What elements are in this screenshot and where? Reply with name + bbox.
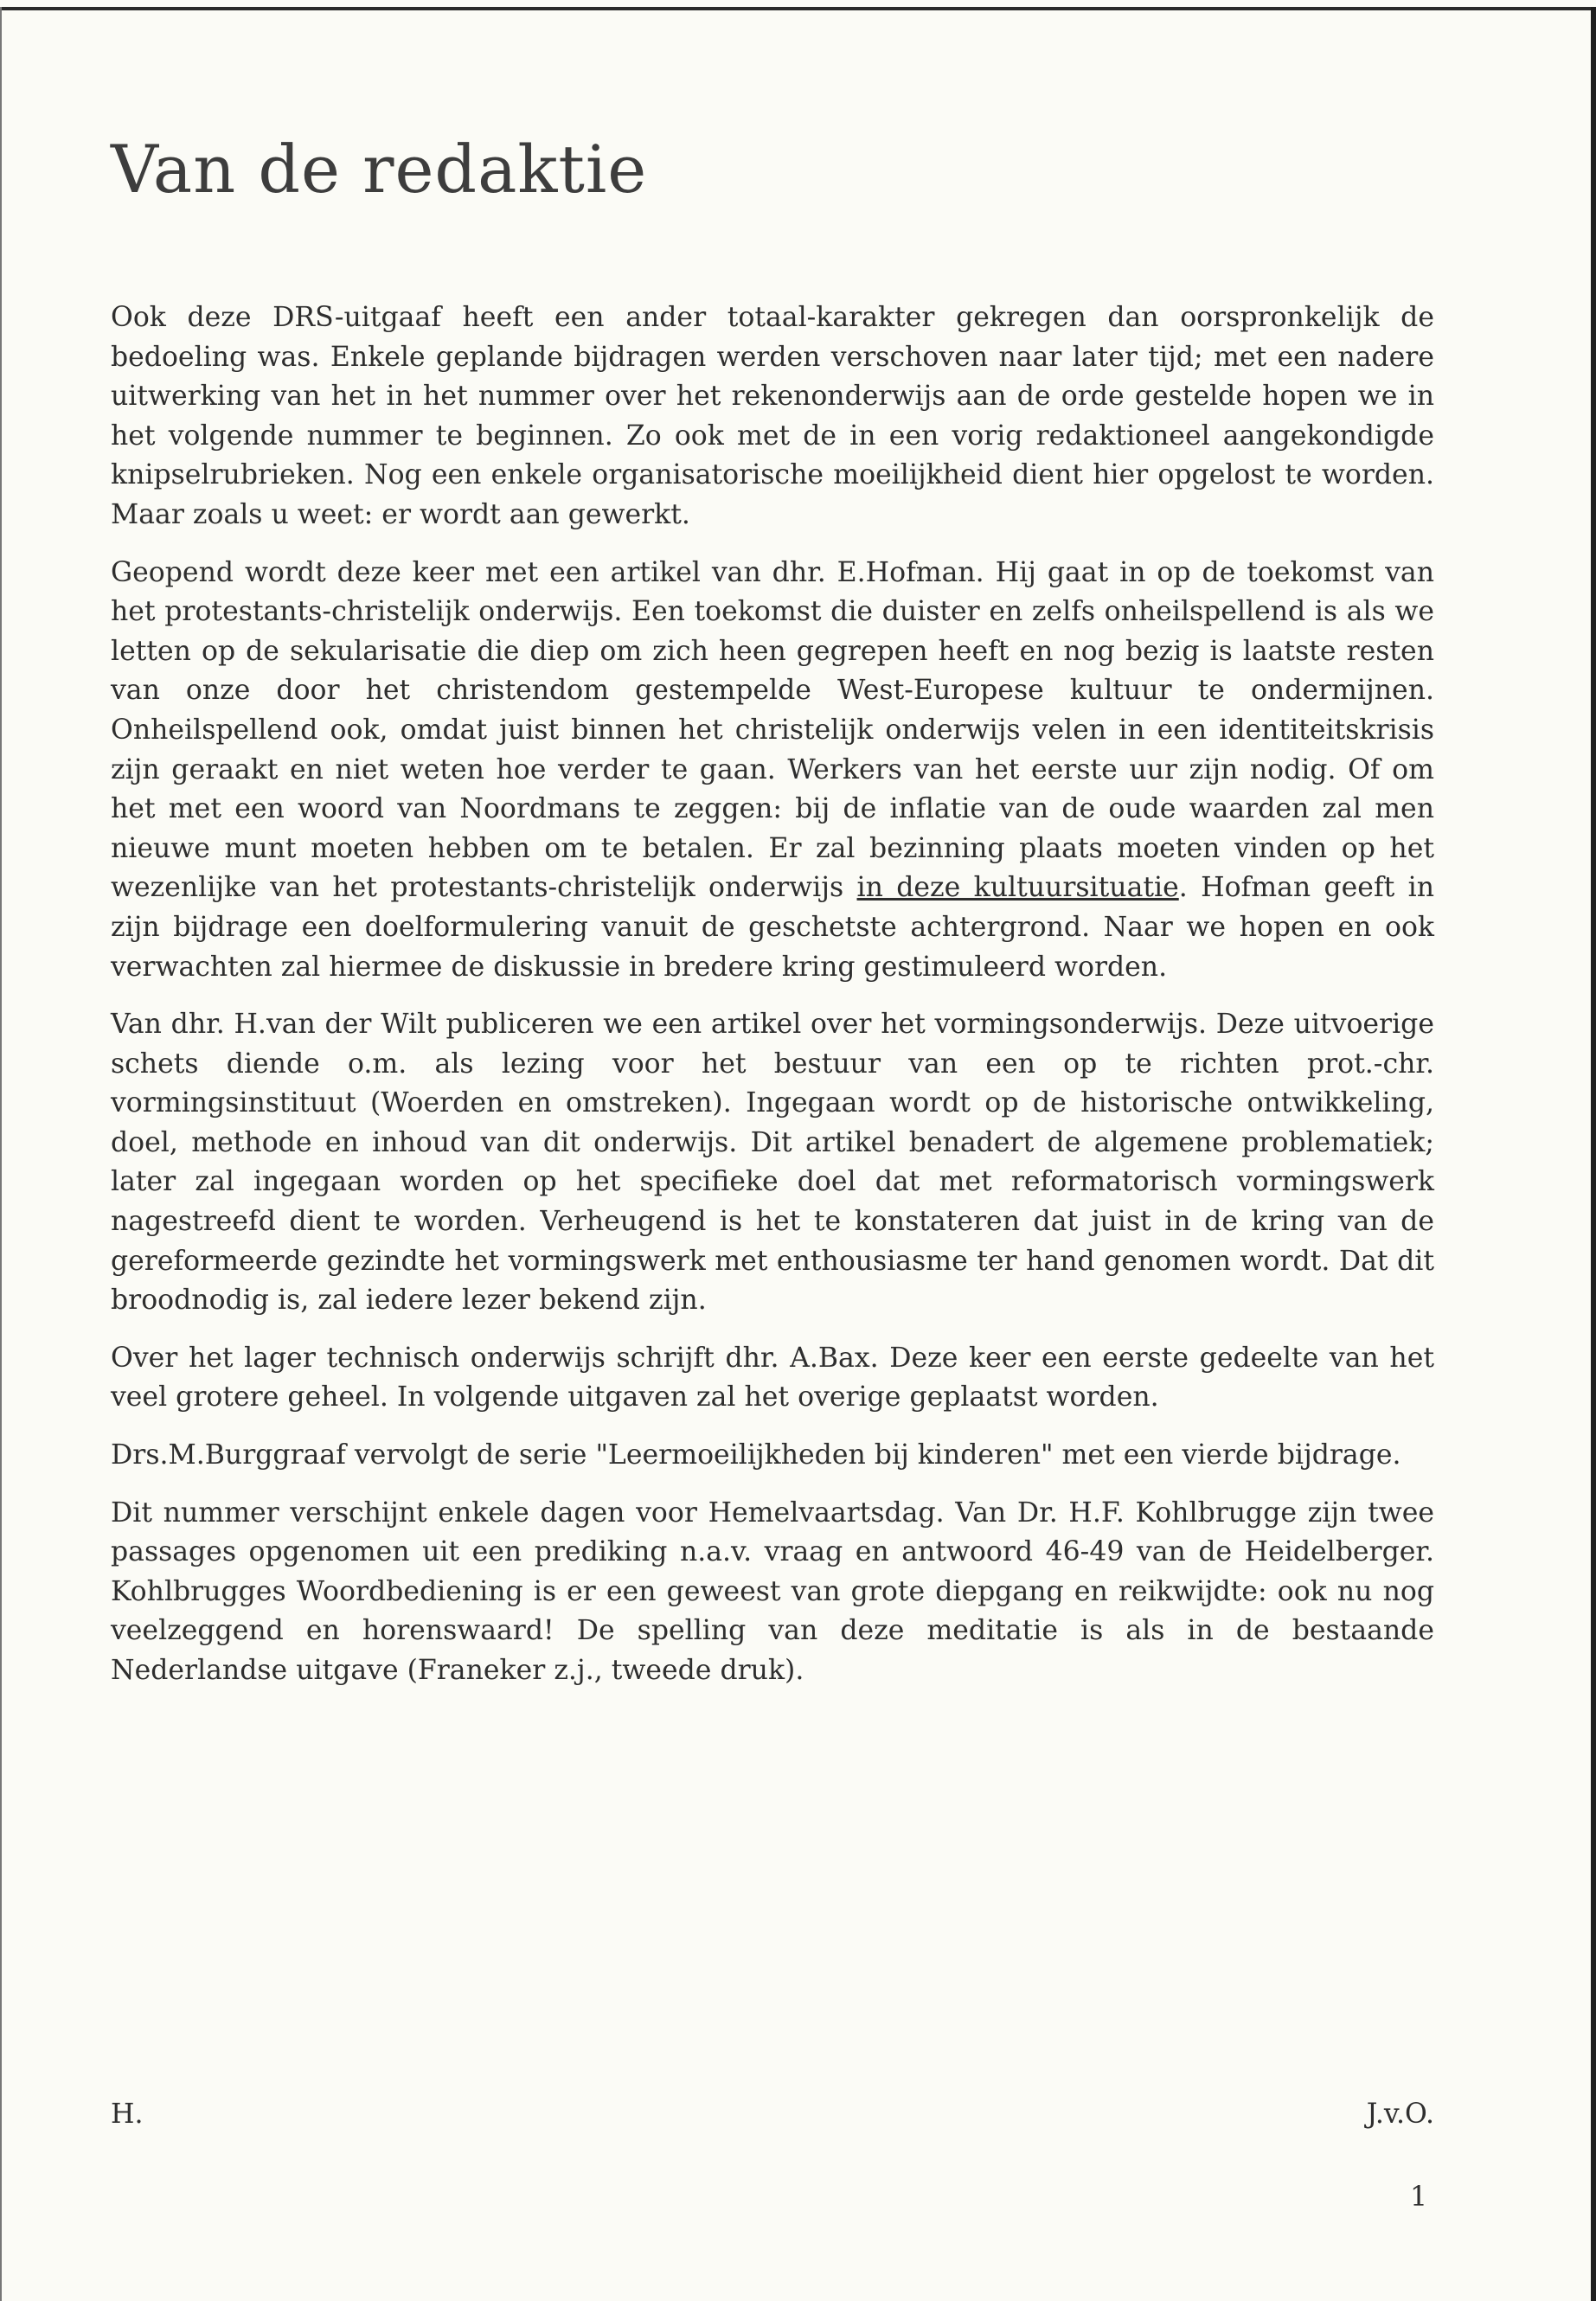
paragraph-4: Over het lager technisch onderwijs schrijft dhr. A.Bax. Deze keer een eerste gedeelte van het veel grotere geheel. In volgende uitgaven zal het overige geplaatst worden. — [111, 1342, 1434, 1413]
paragraph-3: Van dhr. H.van der Wilt publiceren we een artikel over het vormingsonderwijs. Deze uitvoerige schets diende o.m. als lezing voor het bestuur van een op te richten prot.-chr. vormingsinstituut (Woerden en omstreken). Ingegaan wordt op de historische ontwikkeling, doel, methode en inhoud van dit onderwijs. Dit artikel benadert de algemene problematiek; later zal ingegaan worden op het specifieke doel dat met reformatorisch vormingswerk nagestreefd dient te worden. Verheugend is het te konstateren dat juist in de kring van de gereformeerde gezindte het vormingswerk met enthousiasme ter hand genomen wordt. Dat dit broodnodig is, zal iedere lezer bekend zijn. — [111, 1009, 1434, 1317]
page-left-edge — [0, 7, 2, 2301]
paragraph-2-tail: . Hofman geeft in zijn bijdrage een doelformulering vanuit de geschetste achtergrond. Naar we hopen en ook verwachten zal hiermee de diskussie in bredere kring gestimuleerd worden. — [111, 872, 1434, 983]
paragraph-2-underlined: in deze kultuursituatie — [856, 872, 1179, 904]
page-right-edge — [1591, 7, 1596, 2301]
article-body — [111, 298, 1434, 1709]
page-number: 1 — [1410, 2182, 1428, 2213]
signature-right: J.v.O. — [1366, 2099, 1434, 2130]
signature-left: H. — [111, 2099, 144, 2130]
paragraph-1: Ook deze DRS-uitgaaf heeft een ander totaal-karakter gekregen dan oorspronkelijk de bedoeling was. Enkele geplande bijdragen werden verschoven naar later tijd; met een nadere uitwerking van het in het nummer over het rekenonderwijs aan de orde gestelde hopen we in het volgende nummer te beginnen. Zo ook met de in een vorig redaktioneel aangekondigde knipselrubrieken. Nog een enkele organisatorische moeilijkheid dient hier opgelost te worden. Maar zoals u weet: er wordt aan gewerkt. — [111, 302, 1434, 530]
paragraph-2-text: Geopend wordt deze keer met een artikel van dhr. E.Hofman. Hij gaat in op de toekomst van het protestants-christelijk onderwijs. Een toekomst die duister en zelfs onheilspellend is als we letten op de sekularisatie die diep om zich heen gegrepen heeft en nog bezig is laatste resten van onze door het christendom gestempelde West-Europese kultuur te ondermijnen. Onheilspellend ook, omdat juist binnen het christelijk onderwijs velen in een identiteitskrisis zijn geraakt en niet weten hoe verder te gaan. Werkers van het eerste uur zijn nodig. Of om het met een woord van Noordmans te zeggen: bij de inflatie van de oude waarden zal men nieuwe munt moeten hebben om te betalen. Er zal bezinning plaats moeten vinden op het wezenlijke van het protestants-christelijk onderwijs — [111, 556, 1434, 904]
paragraph-5: Drs.M.Burggraaf vervolgt de serie "Leermoeilijkheden bij kinderen" met een vierde bijdrage. — [111, 1439, 1401, 1471]
page-top-edge — [0, 7, 1596, 10]
page-title: Van de redaktie — [111, 131, 648, 208]
signature-line — [111, 2099, 1434, 2130]
paragraph-2 — [111, 554, 1434, 988]
paragraph-6: Dit nummer verschijnt enkele dagen voor Hemelvaartsdag. Van Dr. H.F. Kohlbrugge zijn twee passages opgenomen uit een prediking n.a.v. vraag en antwoord 46-49 van de Heidelberger. Kohlbrugges Woordbediening is er een geweest van grote diepgang en reikwijdte: ook nu nog veelzeggend en horenswaard! De spelling van deze meditatie is als in de bestaande Nederlandse uitgave (Franeker z.j., tweede druk). — [111, 1497, 1434, 1686]
